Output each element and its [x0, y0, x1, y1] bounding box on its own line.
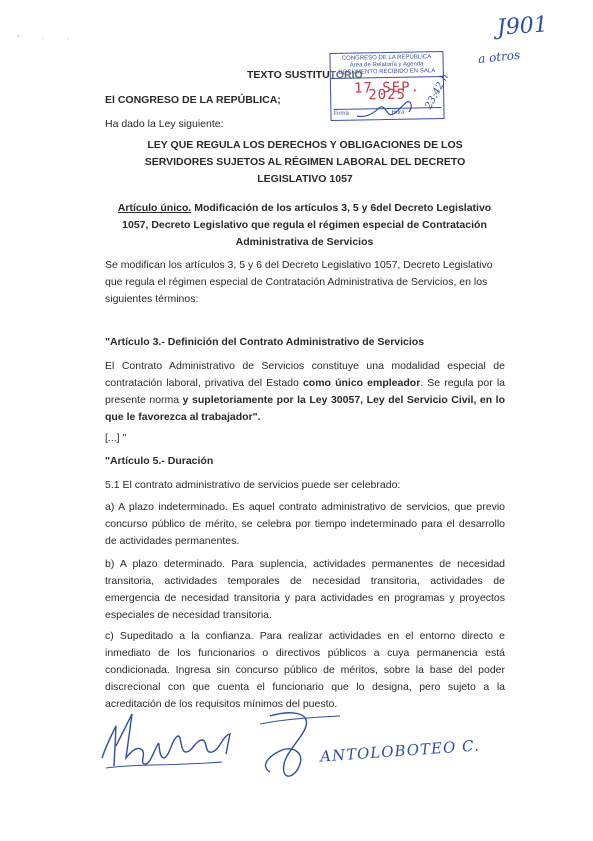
art3-text-c: . Se regula por la presente norma: [105, 377, 505, 406]
stamp-line-3: DOCUMENTO RECIBIDO EN SALA: [331, 68, 443, 79]
art5-heading: "Artículo 5.- Duración: [105, 455, 214, 467]
stamp-line-2: Área de Relatoría y Agenda: [349, 61, 424, 69]
article-title-text: Modificación de los artículos 3, 5 y 6del Decreto Legislativo 1057, Decreto Legislativo que regula el régimen especial de Contratación Administrativa de Servicios: [122, 202, 492, 248]
art3-text-b: como único empleador: [302, 377, 421, 389]
art3-text-a: El Contrato Administrativo de Servicios constituye una modalidad especial de contratación laboral, privativa del Estado: [105, 360, 505, 389]
signature-left: [92, 706, 252, 776]
art3-text-d: y supletoriamente por la Ley 30057, Ley del Servicio Civil, en lo que le favorezca al trabajador".: [105, 394, 505, 423]
art3-heading: "Artículo 3.- Definición del Contrato Administrativo de Servicios: [105, 336, 425, 348]
stamp-date: 17 SEP. 2025: [353, 79, 421, 104]
art5-p51: 5.1 El contrato administrativo de servicios puede ser celebrado:: [105, 479, 401, 491]
stamp-signature-mark: [355, 96, 425, 122]
article-lead: Se modifican los artículos 3, 5 y 6 del Decreto Legislativo 1057, Decreto Legislativo que regula el régimen especial de Contratación Administrativa de Servicios, en los siguientes términos:: [105, 259, 493, 305]
margin-marks: ' · ·: [18, 34, 80, 43]
stamp-firma-label: Firma: [333, 110, 349, 117]
art3-ellipsis: [...] ": [105, 432, 127, 444]
stamp-hora-handwritten: 23:42 h: [423, 71, 452, 112]
stamp-line-1: CONGRESO DE LA REPÚBLICA: [341, 54, 432, 62]
congress-line: El CONGRESO DE LA REPÚBLICA;: [105, 94, 281, 106]
article-title: [112, 200, 497, 251]
document-title: TEXTO SUSTITUTORIO: [247, 69, 363, 81]
handwritten-note: a otros: [477, 47, 521, 67]
handwritten-number: J901: [496, 12, 549, 41]
article-label: Artículo único.: [117, 202, 192, 214]
art3-paragraph: [105, 358, 505, 426]
art5-pb: b) A plazo determinado. Para suplencia, actividades permanentes de necesidad transitoria, actividades temporales de necesidad transitoria, actividades de emergencia de necesidad transitoria y para actividades en programas y proyectos especiales de necesidad transitoria.: [105, 558, 505, 621]
art5-pc: c) Supeditado a la confianza. Para realizar actividades en el entorno directo e inmediato de los funcionarios o directivos públicos a cuya permanencia está condicionada. Ingresa sin concurso público de méritos, sobre la base del poder discrecional con que cuenta el funcionario que lo designa, pero sujeto a la acreditación de los requisitos mínimos del puesto.: [105, 630, 505, 710]
stamp-hora-label: Hora: [391, 109, 405, 116]
given-line: Ha dado la Ley siguiente:: [105, 118, 224, 130]
signature-name: ANTOLOBOTEO C.: [319, 736, 481, 766]
art5-pa: a) A plazo indeterminado. Es aquel contrato administrativo de servicios, que previo concurso público de mérito, se celebra por tiempo indeterminado para el desarrollo de actividades permanentes.: [105, 501, 505, 547]
law-title: LEY QUE REGULA LOS DERECHOS Y OBLIGACIONES DE LOS SERVIDORES SUJETOS AL RÉGIMEN LABORAL DEL DECRETO LEGISLATIVO 1057: [144, 139, 466, 185]
